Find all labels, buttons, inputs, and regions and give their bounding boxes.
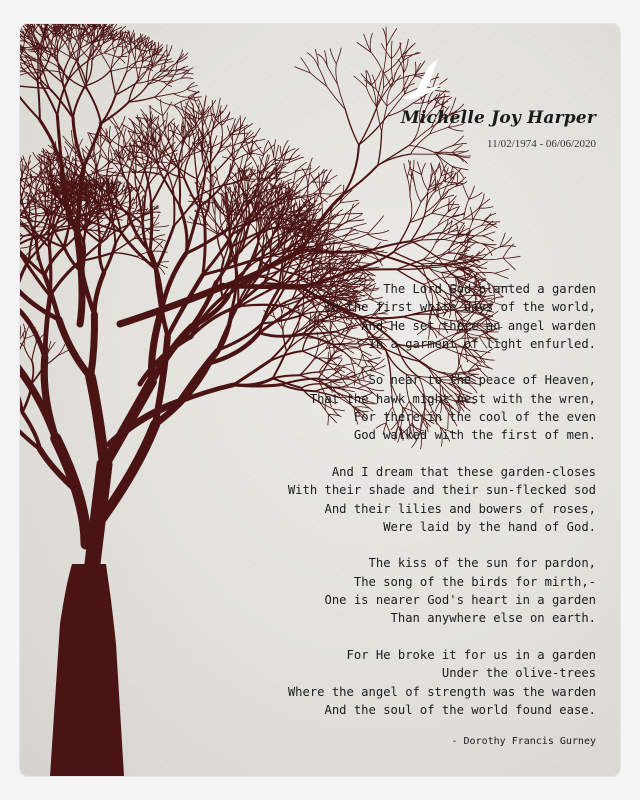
memorial-dates: 11/02/1974 - 06/06/2020 (487, 138, 596, 150)
poem-line: So near to the peace of Heaven, (368, 373, 596, 388)
poem-line: And He set there an angel warden (361, 318, 596, 333)
stanza (216, 554, 596, 627)
poem-line: And the soul of the world found ease. (324, 702, 596, 717)
poem-line: For there in the cool of the even (353, 410, 596, 425)
poem-line: Than anywhere else on earth. (390, 611, 596, 626)
poem-line: One is nearer God's heart in a garden (324, 593, 596, 608)
poem-line: And I dream that these garden-closes (331, 464, 596, 479)
poem-line: The song of the birds for mirth,- (353, 574, 596, 589)
memorial-print (20, 24, 620, 776)
stanza (216, 646, 596, 719)
poem-line: The Lord God planted a garden (383, 282, 596, 296)
poem-line: For He broke it for us in a garden (346, 647, 596, 662)
dove-icon (398, 58, 442, 104)
stanza (216, 371, 596, 444)
poem-line: The kiss of the sun for pardon, (368, 556, 596, 571)
poem-line: That the hawk might nest with the wren, (309, 391, 596, 406)
poem-line: Were laid by the hand of God. (383, 519, 596, 534)
poem-line: In a garment of light enfurled. (368, 336, 596, 351)
stanza (216, 280, 596, 353)
poem-line: Under the olive-trees (441, 666, 596, 681)
poem-line: And their lilies and bowers of roses, (324, 501, 596, 516)
poem-line: In the first white days of the world, (324, 300, 596, 315)
poem-author: - Dorothy Francis Gurney (451, 736, 596, 747)
poem-line: God walked with the first of men. (353, 428, 596, 443)
poem-line: With their shade and their sun-flecked sod (287, 483, 596, 498)
memorial-name: Michelle Joy Harper (400, 108, 596, 128)
stanza (216, 463, 596, 536)
poem (216, 280, 596, 737)
poem-line: Where the angel of strength was the warden (287, 684, 596, 699)
